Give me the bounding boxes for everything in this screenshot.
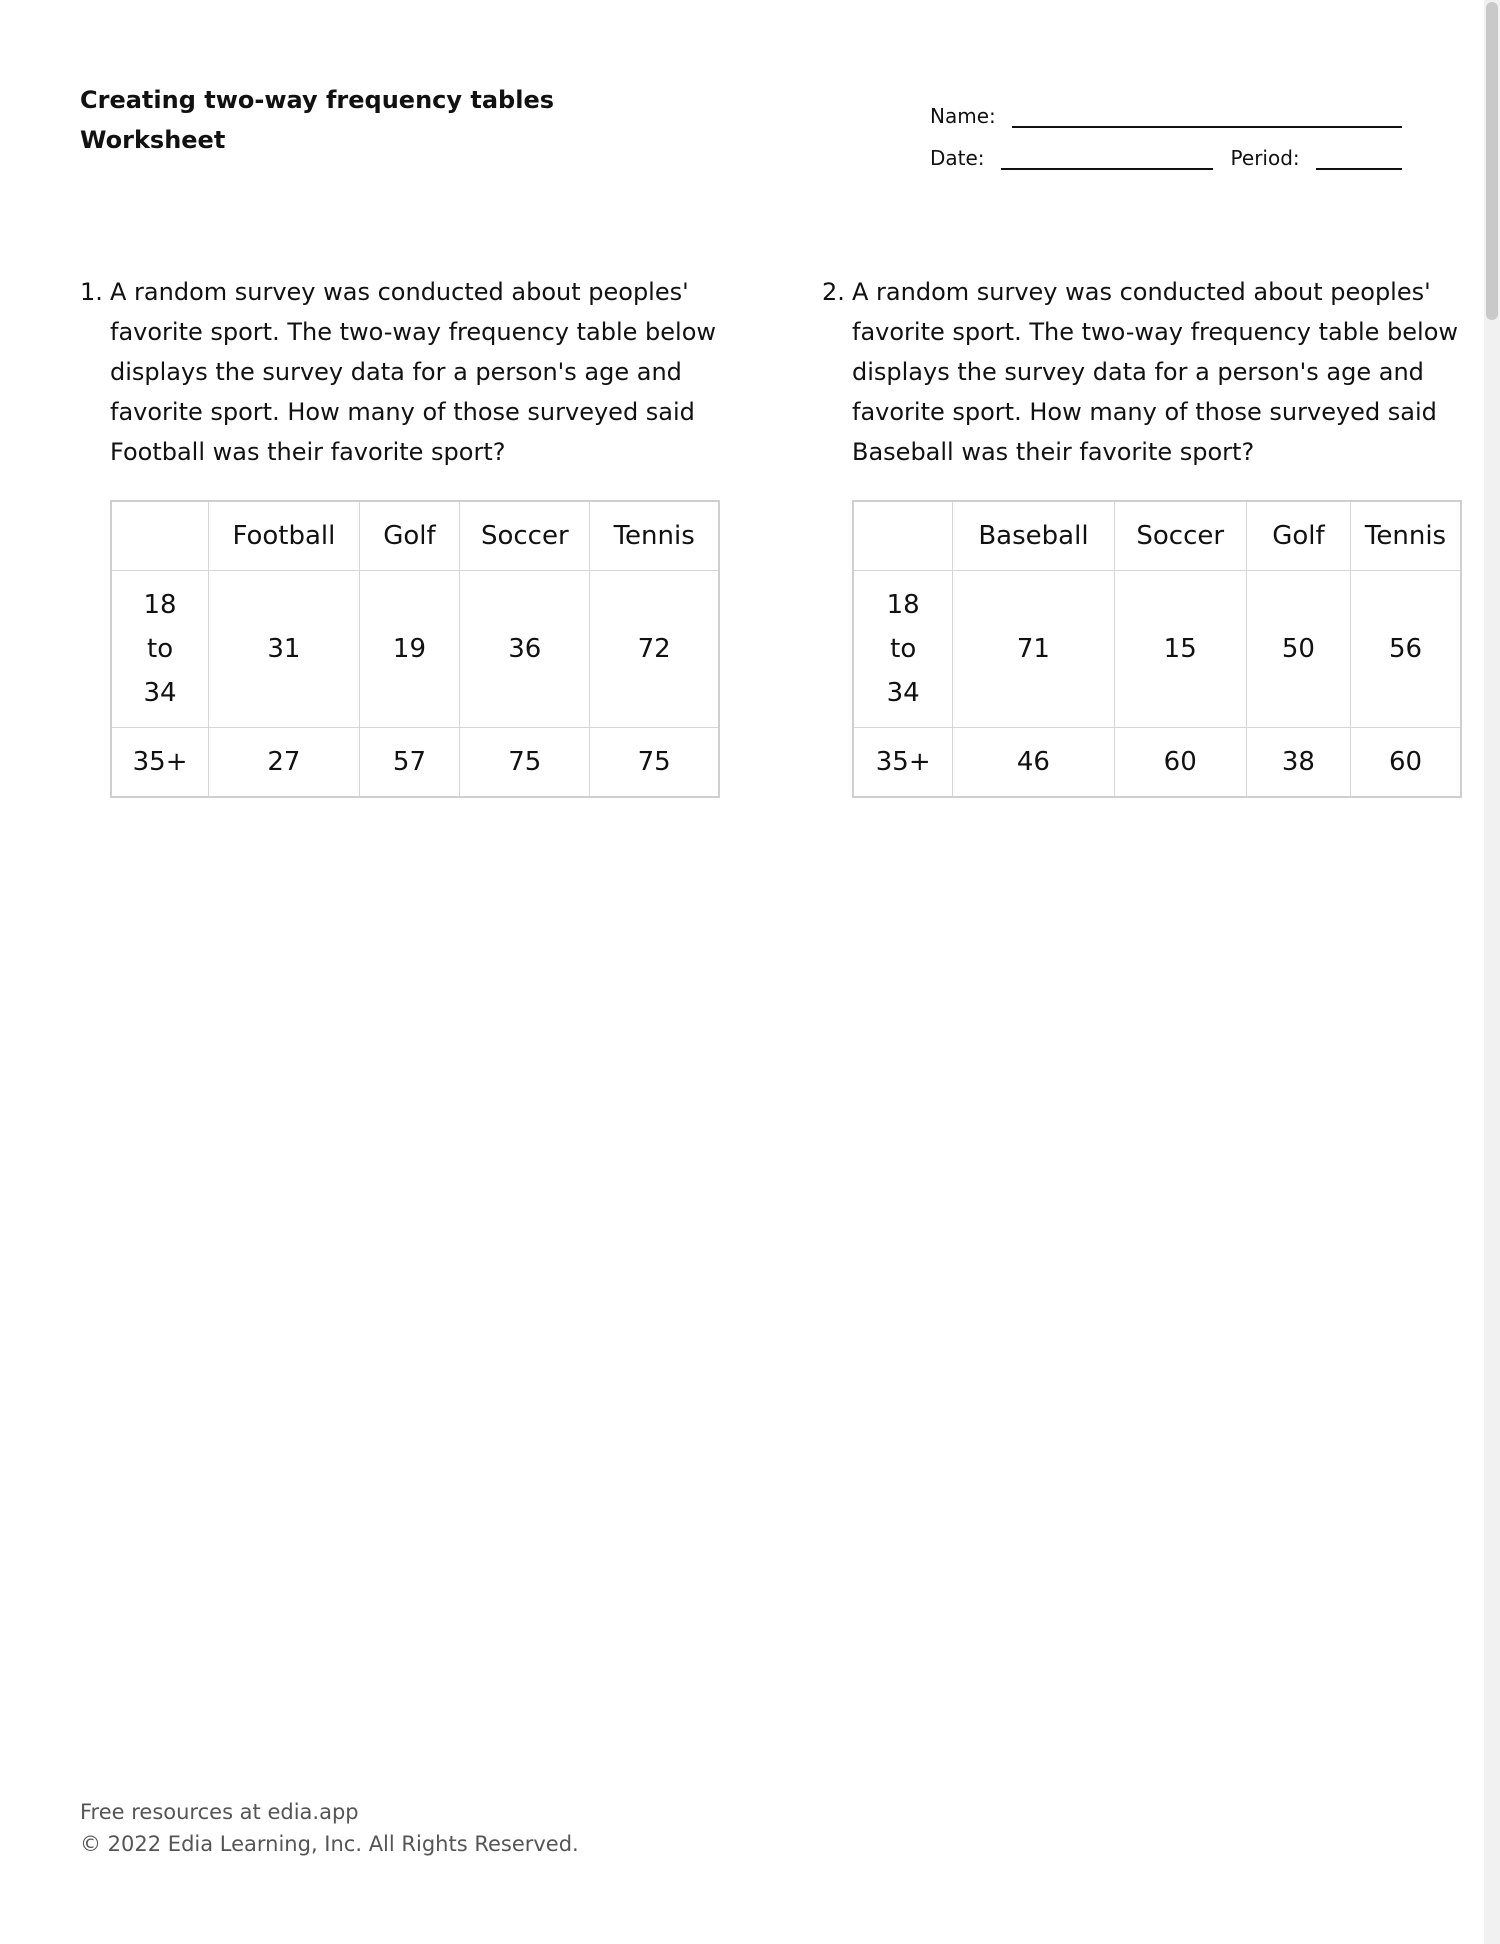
column-header: Soccer	[460, 501, 590, 571]
vertical-scrollbar[interactable]	[1484, 0, 1500, 1944]
question-text	[822, 272, 1462, 472]
worksheet-title	[80, 80, 554, 160]
name-row	[930, 86, 1410, 128]
date-label: Date:	[930, 146, 985, 170]
table-cell: 57	[359, 728, 460, 798]
question-number: 1.	[80, 278, 103, 306]
table-cell: 60	[1351, 728, 1462, 798]
frequency-table	[852, 500, 1462, 798]
name-label: Name:	[930, 104, 996, 128]
table-cell: 19	[359, 571, 460, 728]
footer-resources-text: Free resources at edia.app	[80, 1800, 359, 1824]
period-label: Period:	[1230, 146, 1300, 170]
title-line-2: Worksheet	[80, 126, 226, 154]
column-header: Baseball	[953, 501, 1114, 571]
row-header-line: to	[890, 634, 917, 664]
table-cell: 56	[1351, 571, 1462, 728]
corner-cell	[111, 501, 209, 571]
question-1	[80, 272, 720, 798]
period-blank	[1316, 146, 1402, 170]
table-cell: 31	[209, 571, 360, 728]
row-header	[111, 728, 209, 798]
table-row	[111, 571, 719, 728]
table-cell: 71	[953, 571, 1114, 728]
row-header	[853, 728, 953, 798]
table-cell: 36	[460, 571, 590, 728]
question-body: A random survey was conducted about peoples' favorite sport. The two-way frequency table below displays the survey data for a person's age and favorite sport. How many of those surveyed said Football was their favorite sport?	[110, 278, 716, 466]
row-header-line: to	[147, 634, 174, 664]
footer	[80, 1796, 579, 1860]
row-header-line: 35+	[875, 747, 931, 777]
date-period-row	[930, 128, 1410, 170]
column-header: Golf	[1246, 501, 1350, 571]
row-header-line: 34	[886, 678, 920, 708]
table-cell: 75	[590, 728, 719, 798]
table-row	[853, 728, 1461, 798]
title-line-1: Creating two-way frequency tables	[80, 86, 555, 114]
column-header: Football	[209, 501, 360, 571]
row-header	[111, 571, 209, 728]
column-header: Tennis	[1351, 501, 1462, 571]
table-cell: 15	[1114, 571, 1246, 728]
table-row	[853, 571, 1461, 728]
frequency-table	[110, 500, 720, 798]
name-blank	[1012, 104, 1402, 128]
table-cell: 72	[590, 571, 719, 728]
corner-cell	[853, 501, 953, 571]
question-body: A random survey was conducted about peoples' favorite sport. The two-way frequency table below displays the survey data for a person's age and favorite sport. How many of those surveyed said Baseball was their favorite sport?	[852, 278, 1458, 466]
footer-copyright-text: © 2022 Edia Learning, Inc. All Rights Reserved.	[80, 1832, 579, 1856]
row-header-line: 34	[143, 678, 177, 708]
student-info	[930, 86, 1410, 170]
column-header: Soccer	[1114, 501, 1246, 571]
date-blank	[1001, 146, 1213, 170]
scrollbar-thumb[interactable]	[1486, 2, 1498, 320]
question-2	[822, 272, 1462, 798]
table-header-row	[111, 501, 719, 571]
row-header	[853, 571, 953, 728]
table-cell: 38	[1246, 728, 1350, 798]
table-cell: 27	[209, 728, 360, 798]
table-row	[111, 728, 719, 798]
row-header-line: 18	[886, 590, 920, 620]
table-cell: 46	[953, 728, 1114, 798]
row-header-line: 35+	[132, 747, 188, 777]
table-cell: 50	[1246, 571, 1350, 728]
question-text	[80, 272, 720, 472]
table-header-row	[853, 501, 1461, 571]
table-cell: 60	[1114, 728, 1246, 798]
column-header: Tennis	[590, 501, 719, 571]
table-cell: 75	[460, 728, 590, 798]
row-header-line: 18	[143, 590, 177, 620]
question-number: 2.	[822, 278, 845, 306]
column-header: Golf	[359, 501, 460, 571]
